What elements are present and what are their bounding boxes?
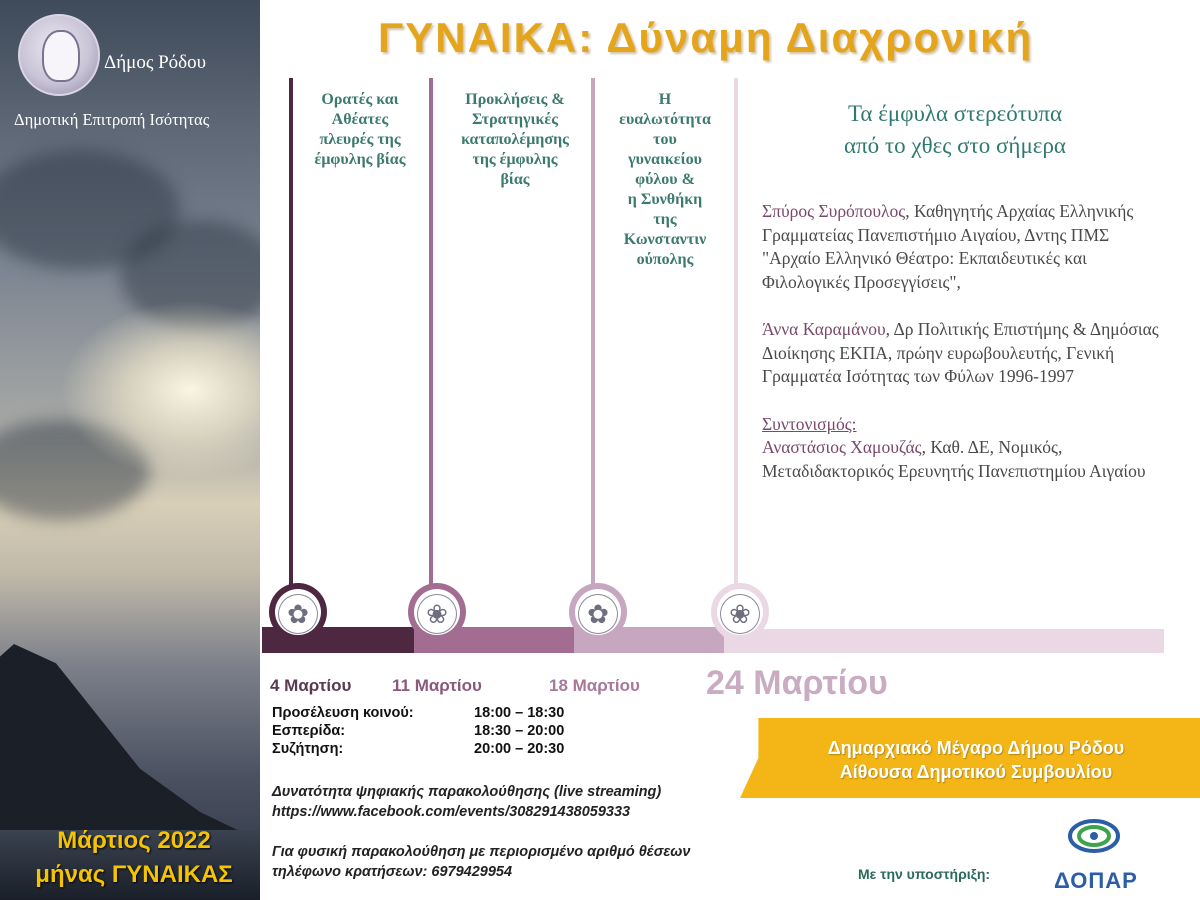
event-topic-2 <box>440 90 590 190</box>
speaker-1-name: Σπύρος Συρόπουλος <box>762 201 906 221</box>
schedule-row <box>272 704 564 722</box>
venue-line-1: Δημαρχιακό Μέγαρο Δήμου Ρόδου <box>827 738 1125 758</box>
schedule-time: 20:00 – 20:30 <box>474 741 565 757</box>
municipality-logo-icon <box>18 14 100 96</box>
event-topic-line: Η <box>658 91 672 108</box>
timeline-stem-2 <box>429 78 433 608</box>
streaming-info <box>272 782 661 822</box>
booking-phone: τηλέφωνο κρατήσεων: 6979429954 <box>272 864 513 880</box>
month-label <box>18 824 250 892</box>
event-topic-line: γυναικείου <box>628 151 702 168</box>
speaker-2 <box>762 318 1172 389</box>
support-label: Με την υποστήριξη: <box>858 866 991 882</box>
event-topic-line: Κωνσταντιν <box>623 231 707 248</box>
event-date-4: 24 Μαρτίου <box>706 664 888 702</box>
month-line-1: Μάρτιος 2022 <box>57 827 211 854</box>
event-topic-line: καταπολέμησης <box>461 131 569 148</box>
timeline-stem-1 <box>289 78 293 638</box>
booking-text: Για φυσική παρακολούθηση με περιορισμένο αριθμό θέσεων <box>272 844 691 860</box>
streaming-link[interactable]: https://www.facebook.com/events/308291438059333 <box>272 804 631 820</box>
event-topic-line: η Συνθήκη <box>627 191 703 208</box>
coordination-label: Συντονισμός: <box>762 413 857 434</box>
schedule-label: Προσέλευση κοινού: <box>272 705 414 721</box>
event-topic-line: Αθέατες <box>331 111 389 128</box>
event-topic-line: βίας <box>500 171 530 188</box>
event-topic-line: φύλου & <box>635 171 695 188</box>
timeline-stem-3 <box>591 78 595 598</box>
speaker-2-desc: , Δρ Πολιτικής Επιστήμης & Δημόσιας Διοίκησης ΕΚΠΑ, πρώην ευρωβουλευτής, Γενική Γραμματέα Ισότητας των Φύλων 1996-1997 <box>762 319 1159 386</box>
month-line-2: μήνας ΓΥΝΑΙΚΑΣ <box>35 861 233 888</box>
flower-icon: ❀ <box>720 594 760 634</box>
event-date-2: 11 Μαρτίου <box>392 676 482 695</box>
schedule-label: Εσπερίδα: <box>272 723 346 739</box>
municipality-name: Δήμος Ρόδου <box>104 52 207 73</box>
flower-icon: ✿ <box>278 594 318 634</box>
event-title-line-1: Τα έμφυλα στερεότυπα <box>847 101 1063 126</box>
event-topic-line: της <box>653 211 677 228</box>
schedule-row <box>272 740 564 758</box>
sidebar-photo-panel <box>0 0 260 900</box>
event-topic-line: Προκλήσεις & <box>465 91 565 108</box>
event-topic-line: της έμφυλης <box>472 151 558 168</box>
schedule-row <box>272 722 564 740</box>
event-topic-line: πλευρές της <box>319 131 401 148</box>
event-title-line-2: από το χθες στο σήμερα <box>844 133 1066 158</box>
event-topic-line: ευαλωτότητα <box>619 111 711 128</box>
streaming-text: Δυνατότητα ψηφιακής παρακολούθησης (live streaming) <box>272 784 662 800</box>
event-topic-line: Ορατές και <box>321 91 399 108</box>
speakers-block <box>762 200 1172 483</box>
schedule-table <box>272 704 564 758</box>
flower-icon: ✿ <box>578 594 618 634</box>
venue-line-2: Αίθουσα Δημοτικού Συμβουλίου <box>839 762 1113 782</box>
event-topic-line: ούπολης <box>636 251 694 268</box>
coordination-block <box>762 413 1172 484</box>
dopap-name: ΔΟΠΑΡ <box>1054 868 1138 893</box>
event-topic-line: έμφυλης βίας <box>314 151 406 168</box>
schedule-time: 18:00 – 18:30 <box>474 705 565 721</box>
timeline-segment-4 <box>724 629 1164 653</box>
timeline-stem-4 <box>734 78 738 598</box>
event-topic-line: Στρατηγικές <box>472 111 558 128</box>
event-date-3: 18 Μαρτίου <box>549 676 640 695</box>
venue-text <box>776 736 1176 784</box>
schedule-label: Συζήτηση: <box>272 741 344 757</box>
speaker-2-name: Άννα Καραμάνου <box>762 319 886 339</box>
dopap-logo-icon <box>1066 814 1122 854</box>
coordinator-desc: , Καθ. ΔΕ, Νομικός, Μεταδιδακτορικός Ερευνητής Πανεπιστημίου Αιγαίου <box>762 437 1146 481</box>
speaker-1 <box>762 200 1172 294</box>
speaker-1-desc: , Καθηγητής Αρχαίας Ελληνικής Γραμματείας Πανεπιστήμιο Αιγαίου, Δντης ΠΜΣ "Αρχαίο Ελληνικό Θέατρο: Εκπαιδευτικές και Φιλολογικές Προσεγγίσεις", <box>762 201 1134 292</box>
committee-name: Δημοτική Επιτροπή Ισότητας <box>14 110 210 129</box>
event-topic-line: του <box>653 131 677 148</box>
flower-icon: ❀ <box>417 594 457 634</box>
event-topic-3 <box>600 90 730 270</box>
event-title <box>770 98 1140 162</box>
event-date-1: 4 Μαρτίου <box>270 676 352 695</box>
page-title: ΓΥΝΑΙΚΑ: Δύναμη Διαχρονική <box>378 14 1034 61</box>
schedule-time: 18:30 – 20:00 <box>474 723 565 739</box>
event-topic-1 <box>296 90 424 170</box>
booking-info <box>272 842 690 882</box>
coordinator-name: Αναστάσιος Χαμουζάς <box>762 437 922 457</box>
